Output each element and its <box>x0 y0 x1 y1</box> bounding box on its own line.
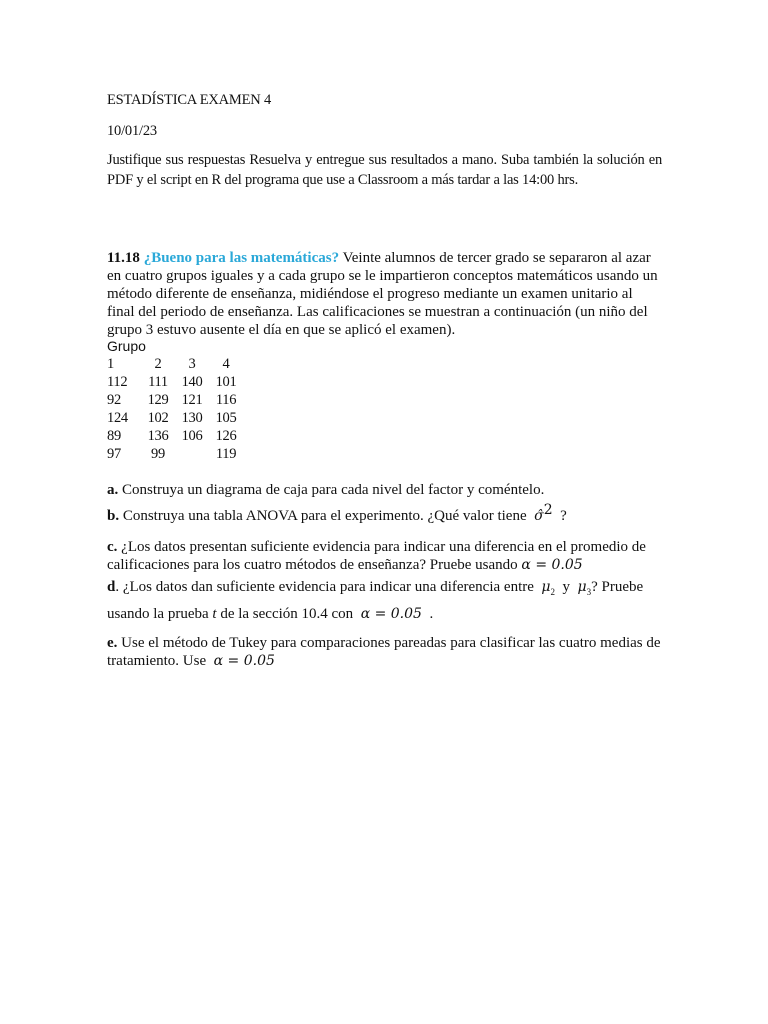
table-row <box>104 373 243 391</box>
table-cell: 97 <box>107 445 121 462</box>
alpha-value: α = 0.05 <box>213 653 275 669</box>
question-text: Construya una tabla ANOVA para el experimento. ¿Qué valor tiene <box>122 508 527 524</box>
question-e <box>107 634 662 670</box>
problem-number: 11.18 <box>107 250 140 266</box>
table-cell <box>175 445 209 463</box>
question-label: e. <box>107 635 118 651</box>
table-cell: 105 <box>215 409 237 426</box>
table-header: 1 <box>107 355 114 372</box>
question-text: de la sección 10.4 con <box>220 606 354 622</box>
question-label: b. <box>107 508 120 524</box>
table-cell: 129 <box>147 391 169 408</box>
table-cell: 111 <box>148 373 168 390</box>
table-row <box>104 445 243 463</box>
table-row <box>104 427 243 445</box>
question-text: . ¿Los datos dan suficiente evidencia para indicar una diferencia entre <box>115 579 534 595</box>
sigma-hat-symbol: σ̂ <box>534 508 544 524</box>
scores-table <box>104 355 243 463</box>
table-cell: 112 <box>107 373 128 390</box>
exam-instructions: Justifique sus respuestas Resuelva y entregue sus resultados a mano. Suba también la solución en PDF y el script en R del programa que use a Classroom a más tardar a las 14:00 hrs. <box>107 152 662 188</box>
mu-symbol: μ <box>577 579 587 595</box>
question-text: Construya un diagrama de caja para cada nivel del factor y coméntelo. <box>122 482 545 498</box>
question-d <box>107 576 662 625</box>
table-cell: 140 <box>181 373 203 390</box>
table-cell: 116 <box>215 391 237 408</box>
alpha-value: α = 0.05 <box>521 557 583 573</box>
table-header: 4 <box>222 355 230 372</box>
question-text: ¿Los datos presentan suficiente evidencia para indicar una diferencia en el promedio de calificaciones para los cuatro métodos de enseñanza? Pruebe usando <box>107 539 646 573</box>
table-cell: 89 <box>107 427 121 444</box>
t-symbol: t <box>212 606 217 622</box>
question-text: usando la prueba <box>107 606 209 622</box>
question-b <box>107 501 662 525</box>
problem-heading: ¿Bueno para las matemáticas? <box>143 250 340 266</box>
table-header: 3 <box>188 355 196 372</box>
table-cell: 92 <box>107 391 121 408</box>
problem-statement <box>107 249 662 339</box>
table-header: 2 <box>154 355 162 372</box>
table-cell: 102 <box>147 409 169 426</box>
sigma-exponent: 2 <box>543 502 553 518</box>
mu-symbol: μ <box>541 579 551 595</box>
table-header-row <box>104 355 243 373</box>
question-c <box>107 538 662 574</box>
question-label: a. <box>107 482 119 498</box>
table-cell: 126 <box>215 427 237 444</box>
question-text: ? Pruebe <box>591 579 644 595</box>
question-text: Use el método de Tukey para comparaciones pareadas para clasificar las cuatro medias de tratamiento. Use <box>107 635 661 669</box>
exam-title: ESTADÍSTICA EXAMEN 4 <box>107 92 272 108</box>
exam-date: 10/01/23 <box>107 123 157 139</box>
question-end: ? <box>560 508 567 524</box>
table-cell: 99 <box>151 445 165 462</box>
mu-subscript-2: 2 <box>550 587 556 597</box>
conjunction-y: y <box>562 579 571 595</box>
table-cell: 124 <box>107 409 128 426</box>
question-label: d <box>107 579 116 595</box>
table-row <box>104 409 243 427</box>
table-row <box>104 391 243 409</box>
table-cell: 136 <box>147 427 169 444</box>
table-caption: Grupo <box>107 338 146 354</box>
question-end: . <box>429 606 434 622</box>
mu-subscript-3: 3 <box>586 587 592 597</box>
table-cell: 101 <box>215 373 237 390</box>
table-cell: 119 <box>215 445 237 462</box>
question-a <box>107 481 662 499</box>
table-cell: 130 <box>181 409 203 426</box>
question-label: c. <box>107 539 118 555</box>
problem-text: Veinte alumnos de tercer grado se separaron al azar en cuatro grupos iguales y a cada grupo se le impartieron conceptos matemáticos usando un método diferente de enseñanza, midiéndose el progreso mediante un examen unitario al final del periodo de enseñanza. Las calificaciones se muestran a continuación (un niño del grupo 3 estuvo ausente el día en que se aplicó el examen). <box>107 250 658 338</box>
table-cell: 106 <box>181 427 203 444</box>
alpha-value: α = 0.05 <box>360 606 422 622</box>
table-cell: 121 <box>181 391 203 408</box>
